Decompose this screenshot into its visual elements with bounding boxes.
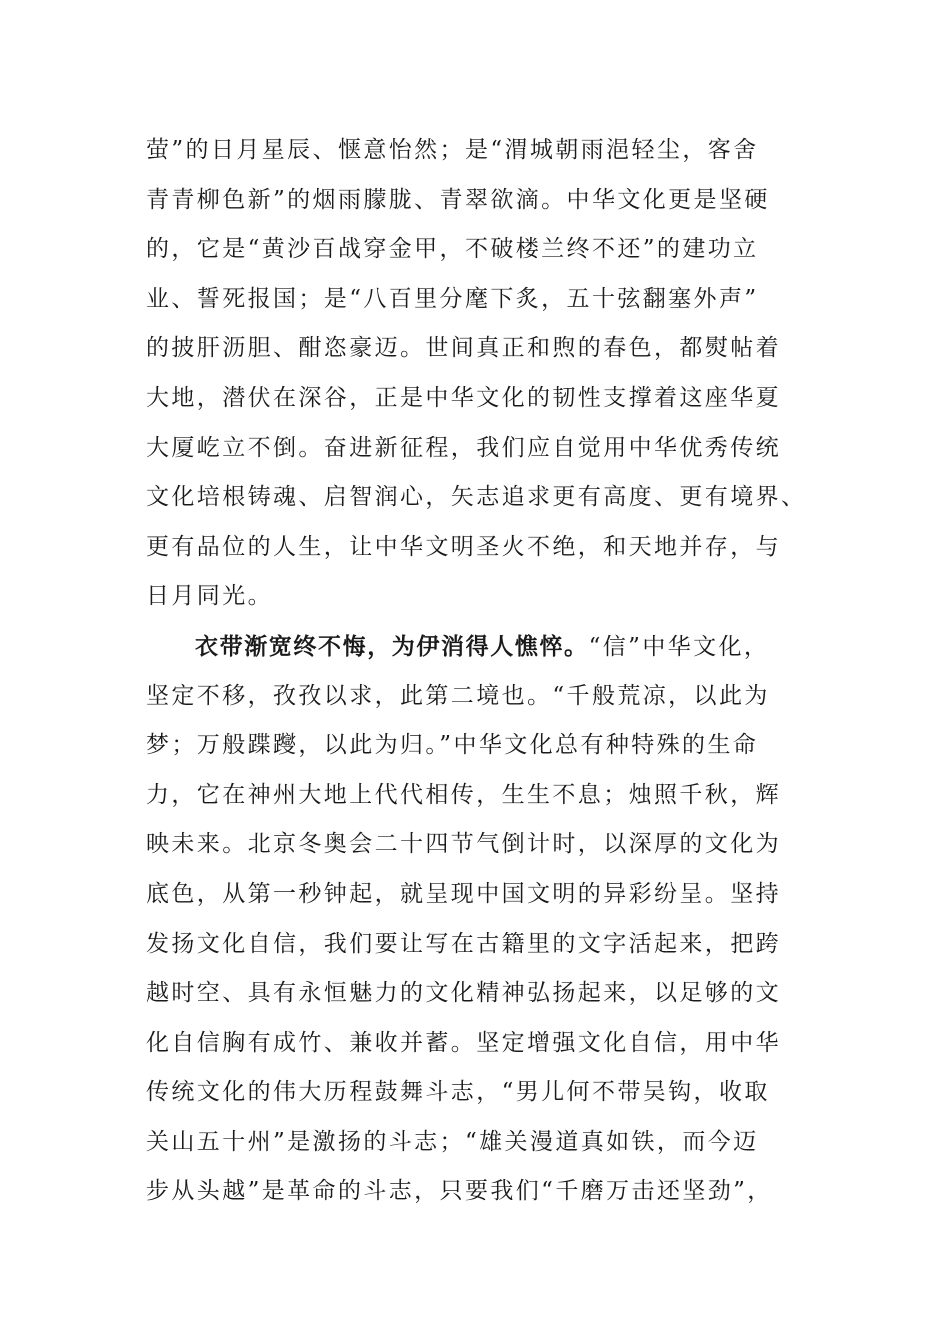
text-line: 青青柳色新”的烟雨朦胧、青翠欲滴。中华文化更是坚硬 bbox=[146, 186, 770, 213]
text-line: 越时空、具有永恒魅力的文化精神弘扬起来，以足够的文 bbox=[146, 980, 781, 1007]
paragraph-2 bbox=[146, 622, 810, 1217]
document-body bbox=[146, 126, 810, 1217]
paragraph-2-first-line bbox=[146, 622, 810, 672]
text-line: 梦；万般蹀躞，以此为归。”中华文化总有种特殊的生命 bbox=[146, 732, 759, 759]
text-line: 大地，潜伏在深谷，正是中华文化的韧性支撑着这座华夏 bbox=[146, 384, 781, 411]
text-line: 力，它在神州大地上代代相传，生生不息；烛照千秋，辉 bbox=[146, 781, 781, 808]
text-line: 萤”的日月星辰、惬意怡然；是“渭城朝雨浥轻尘，客舍 bbox=[146, 137, 759, 163]
text-line: 坚定不移，孜孜以求，此第二境也。“千般荒凉，以此为 bbox=[146, 682, 770, 709]
text-line: 步从头越”是革命的斗志，只要我们“千磨万击还坚劲”， bbox=[146, 1178, 773, 1205]
text-line: 的披肝沥胆、酣恣豪迈。世间真正和煦的春色，都熨帖着 bbox=[146, 335, 781, 362]
text-line: 日月同光。 bbox=[146, 583, 273, 610]
text-line: 底色，从第一秒钟起，就呈现中国文明的异彩纷呈。坚持 bbox=[146, 880, 781, 907]
text-line: 更有品位的人生，让中华文明圣火不绝，和天地并存，与 bbox=[146, 533, 781, 560]
text-line: 发扬文化自信，我们要让写在古籍里的文字活起来，把跨 bbox=[146, 930, 781, 957]
text-line: 大厦屹立不倒。奋进新征程，我们应自觉用中华优秀传统 bbox=[146, 434, 781, 461]
text-line: 业、誓死报国；是“八百里分麾下炙，五十弦翻塞外声” bbox=[146, 285, 759, 312]
paragraph-2-first-line-text: “信”中华文化， bbox=[588, 633, 770, 660]
text-line: 文化培根铸魂、启智润心，矢志追求更有高度、更有境界、 bbox=[146, 484, 807, 511]
text-line: 映未来。北京冬奥会二十四节气倒计时，以深厚的文化为 bbox=[146, 831, 781, 858]
paragraph-1 bbox=[146, 126, 810, 622]
text-line: 化自信胸有成竹、兼收并蓄。坚定增强文化自信，用中华 bbox=[146, 1029, 781, 1056]
paragraph-2-bold-lead: 衣带渐宽终不悔，为伊消得人憔悴。 bbox=[195, 632, 589, 660]
text-line: 关山五十州”是激扬的斗志；“雄关漫道真如铁，而今迈 bbox=[146, 1128, 759, 1155]
text-line: 传统文化的伟大历程鼓舞斗志，“男儿何不带吴钩，收取 bbox=[146, 1079, 770, 1106]
text-line: 的，它是“黄沙百战穿金甲，不破楼兰终不还”的建功立 bbox=[146, 236, 759, 263]
